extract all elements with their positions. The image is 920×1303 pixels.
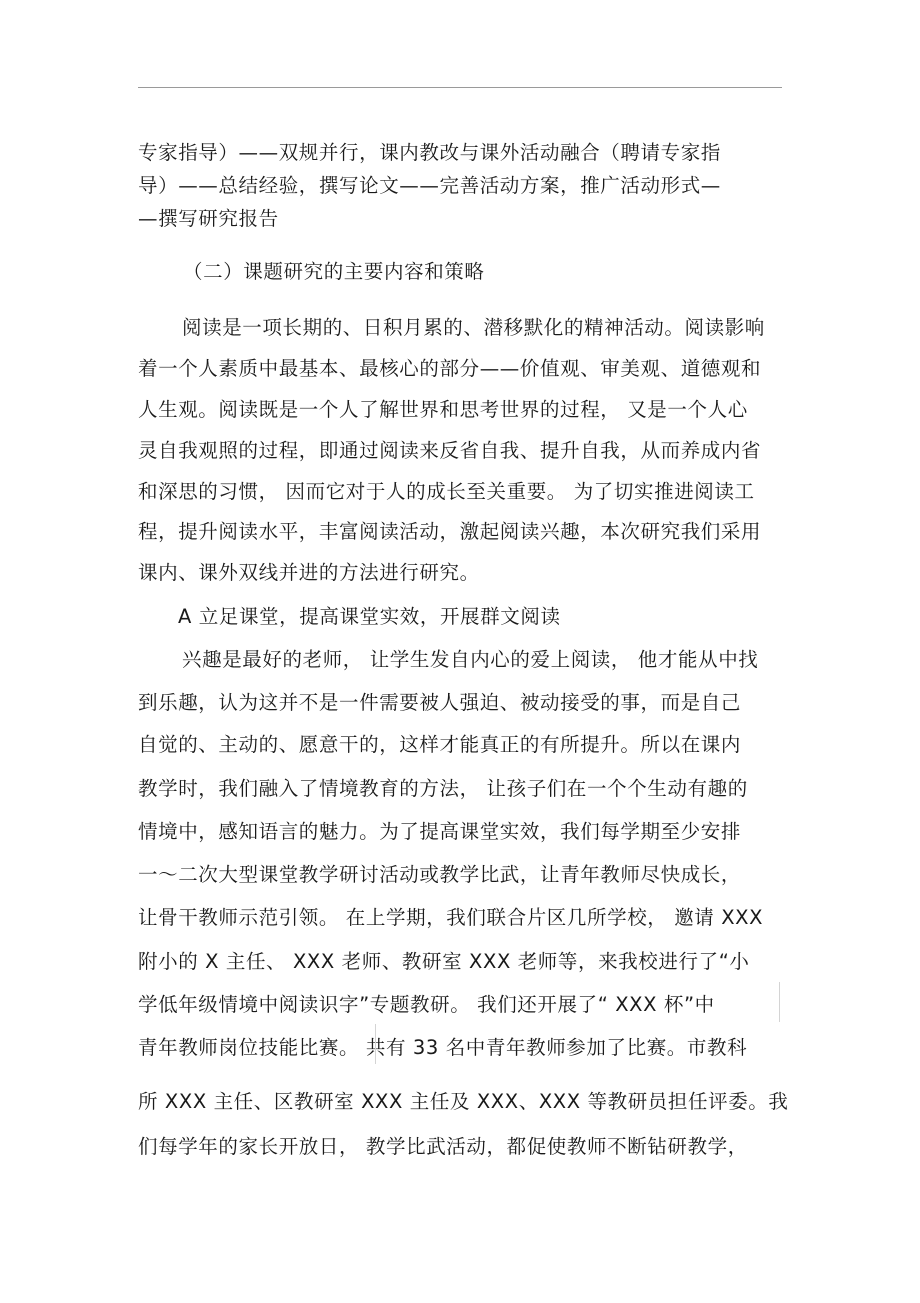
text-line: 到乐趣，认为这并不是一件需要被人强迫、被动接受的事，而是自己 [138,691,742,714]
text-line: 青年教师岗位技能比赛。 共有 33 名中青年教师参加了比赛。市教科 [138,1036,748,1059]
text-line: 兴趣是最好的老师， 让学生发自内心的爱上阅读， 他才能从中找 [182,648,759,671]
header-rule [138,87,782,88]
text-line: 专家指导）——双规并行，课内教改与课外活动融合（聘请专家指 [138,141,721,164]
text-line: 和深思的习惯， 因而它对于人的成长至关重要。 为了切实推进阅读工 [138,480,755,503]
text-line: 导）——总结经验，撰写论文——完善活动方案，推广活动形式— [138,174,721,197]
text-line: 灵自我观照的过程，即通过阅读来反省自我、提升自我，从而养成内省 [138,439,762,462]
text-line: 课内、课外双线并进的方法进行研究。 [138,561,480,584]
text-line: 阅读是一项长期的、日积月累的、潜移默化的精神活动。阅读影响 [182,316,765,339]
subsection-heading: A 立足课堂，提高课堂实效，开展群文阅读 [178,605,561,628]
section-heading: （二）课题研究的主要内容和策略 [183,260,485,283]
text-line: 所 XXX 主任、区教研室 XXX 主任及 XXX、XXX 等教研员担任评委。我 [138,1090,789,1113]
text-line: 情境中，感知语言的魅力。为了提高课堂实效，我们每学期至少安排 [138,820,742,843]
text-line: 附小的 X 主任、 XXX 老师、教研室 XXX 老师等，来我校进行了“小 [138,950,750,973]
text-line: 学低年级情境中阅读识字”专题教研。 我们还开展了“ XXX 杯”中 [138,993,715,1016]
scan-edge-mark [779,982,780,1022]
text-line: 一～二次大型课堂教学研讨活动或教学比武，让青年教师尽快成长， [138,863,742,886]
text-line: 们每学年的家长开放日， 教学比武活动，都促使教师不断钻研教学， [138,1135,748,1158]
text-line: 让骨干教师示范引领。 在上学期，我们联合片区几所学校， 邀请 XXX [138,906,764,929]
text-line: 程，提升阅读水平，丰富阅读活动，激起阅读兴趣，本次研究我们采用 [138,520,762,543]
text-line: 自觉的、主动的、愿意干的，这样才能真正的有所提升。所以在课内 [138,733,742,756]
text-line: —撰写研究报告 [138,207,279,230]
scan-edge-mark [375,1024,376,1064]
text-line: 人生观。阅读既是一个人了解世界和思考世界的过程， 又是一个人心 [138,398,748,421]
text-line: 着一个人素质中最基本、最核心的部分——价值观、审美观、道德观和 [138,357,762,380]
text-line: 教学时，我们融入了情境教育的方法， 让孩子们在一个个生动有趣的 [138,777,748,800]
